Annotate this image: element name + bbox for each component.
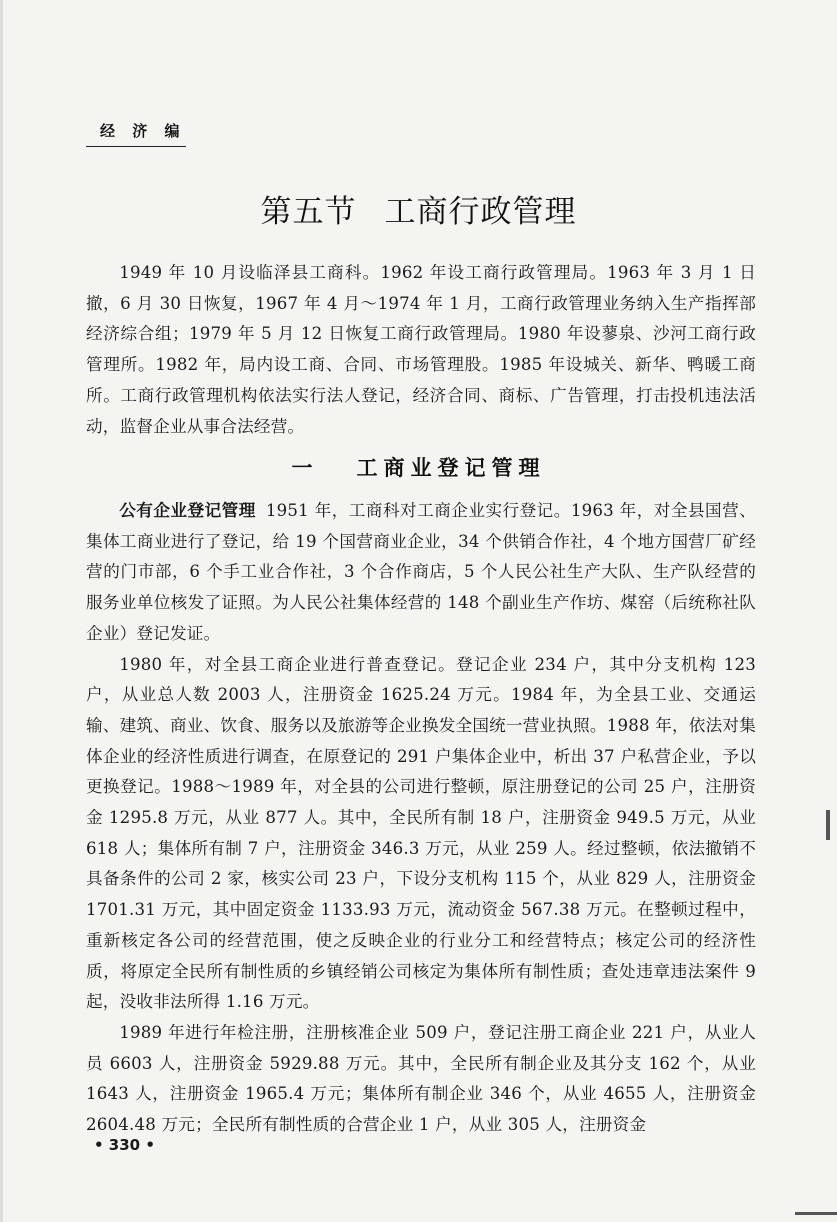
section-title-text: 工商行政管理 [384,194,577,230]
running-head-rule [86,146,186,147]
intro-paragraph: 1949 年 10 月设临泽县工商科。1962 年设工商行政管理局。1963 年 3 月 1 日撤，6 月 30 日恢复，1967 年 4 月～1974 年 1 月，工商行政管理业务纳入生产指挥部经济综合组；1979 年 5 月 12 日恢复工商行政管理局。1980 年设蓼泉、沙河工商行政管理所。1982 年，局内设工商、合同、市场管理股。1985 年设城关、新华、鸭暖工商所。工商行政管理机构依法实行法人登记，经济合同、商标、广告管理，打击投机违法活动，监督企业从事合法经营。 [86,263,756,436]
page-number: • 330 • [94,1136,155,1154]
scan-edge-mark [795,1212,837,1215]
scan-edge-mark [826,810,830,840]
paragraph [86,496,756,650]
section-number: 第五节 [260,194,357,230]
main-body [86,496,756,1141]
scan-edge-mark [0,0,3,1222]
subsection-number: 一 [291,456,313,480]
paragraph [86,1018,756,1141]
running-head: 经 济 编 [100,122,186,140]
paragraph-text: 1980 年，对全县工商企业进行普查登记。登记企业 234 户，其中分支机构 123 户，从业总人数 2003 人，注册资金 1625.24 万元。1984 年，为全县工业、交通运输、建筑、商业、饮食、服务以及旅游等企业换发全国统一营业执照。1988 年，依法对集体企业的经济性质进行调查，在原登记的 291 户集体企业中，析出 37 户私营企业，予以更换登记。1988～1989 年，对全县的公司进行整顿，原注册登记的公司 25 户，注册资金 1295.8 万元，从业 877 人。其中，全民所有制 18 户，注册资金 949.5 万元，从业 618 人；集体所有制 7 户，注册资金 346.3 万元，从业 259 人。经过整顿，依法撤销不具备条件的公司 2 家，核实公司 23 户，下设分支机构 115 个，从业 829 人，注册资金 1701.31 万元，其中固定资金 1133.93 万元，流动资金 567.38 万元。在整顿过程中，重新核定各公司的经营范围，使之反映企业的行业分工和经营特点；核定公司的经济性质，将原定全民所有制性质的乡镇经销公司核定为集体所有制性质；查处违章违法案件 9 起，没收非法所得 1.16 万元。 [86,654,756,1012]
paragraph-text: 1951 年，工商科对工商企业实行登记。1963 年，对全县国营、集体工商业进行了登记，给 19 个国营商业企业，34 个供销合作社，4 个地方国营厂矿经营的门市部，6 个手工业合作社，3 个合作商店，5 个人民公社生产大队、生产队经营的服务业单位核发了证照。为人民公社集体经营的 148 个副业生产作坊、煤窑（后统称社队企业）登记发证。 [86,501,756,643]
run-in-heading: 公有企业登记管理 [119,501,256,520]
intro-block [86,258,756,442]
paragraph [86,650,756,1018]
subsection-heading [0,452,837,482]
paragraph-text: 1989 年进行年检注册，注册核准企业 509 户，登记注册工商企业 221 户，从业人员 6603 人，注册资金 5929.88 万元。其中，全民所有制企业及其分支 162 个，从业 1643 人，注册资金 1965.4 万元；集体所有制企业 346 个，从业 4655 人，注册资金 2604.48 万元；全民所有制性质的合营企业 1 户，从业 305 人，注册资金 [86,1022,756,1135]
subsection-title: 工商业登记管理 [356,456,546,480]
section-title [0,186,837,231]
